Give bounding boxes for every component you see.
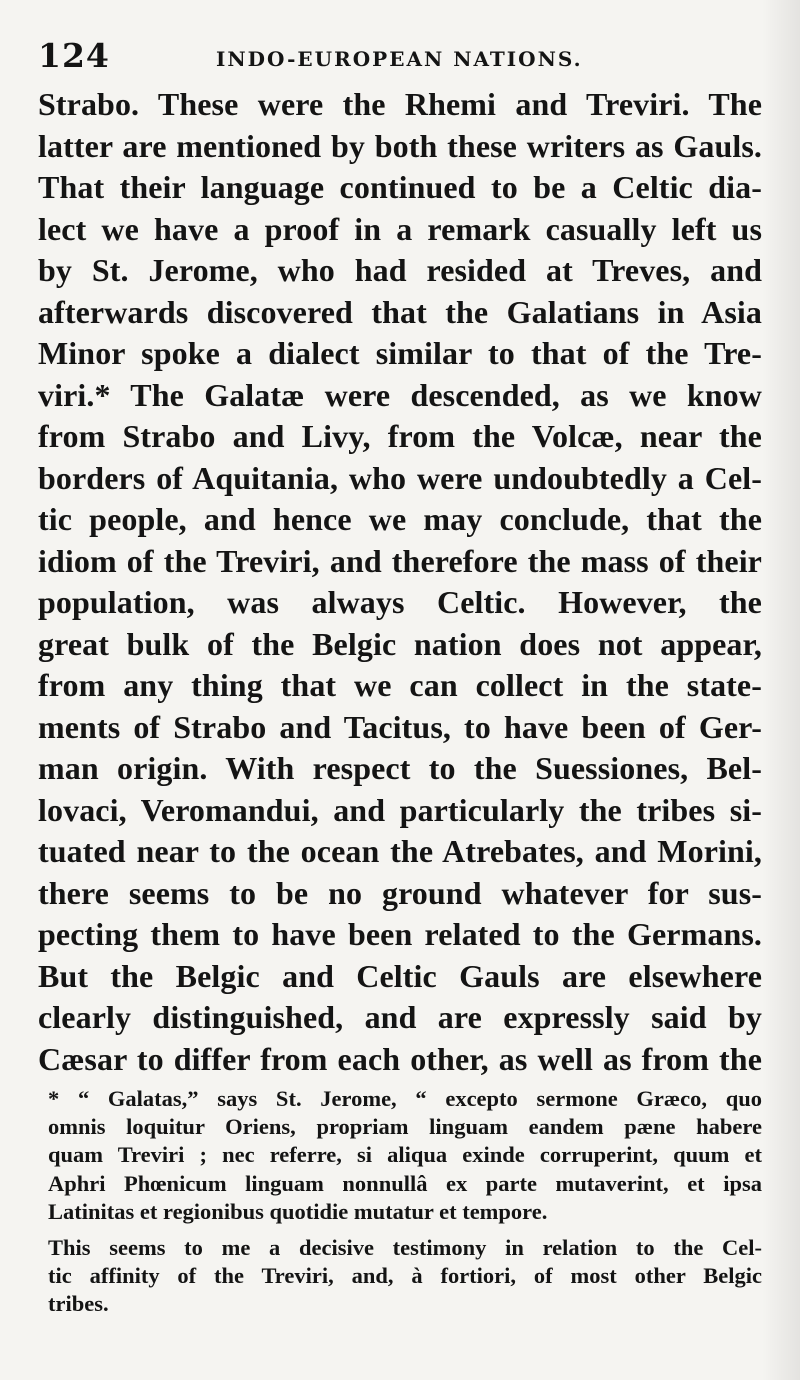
body-line: clearly distinguished, and are expressly said by (38, 999, 762, 1035)
footnote-gap (48, 1226, 762, 1234)
footnote-line: omnis loquitur Oriens, propriam linguam eandem pæne habere (48, 1114, 762, 1140)
body-line: pecting them to have been related to the Germans. (38, 916, 762, 952)
footnotes (48, 1085, 762, 1319)
footnote-line: * “ Galatas,” says St. Jerome, “ excepto sermone Græco, quo (48, 1086, 762, 1111)
body-line: latter are mentioned by both these writers as Gauls. (38, 127, 762, 164)
body-line: Cæsar to differ from each other, as well as from the (38, 1040, 762, 1077)
footnote-line: tic affinity of the Treviri, and, à fortiori, of most other Belgic (48, 1263, 762, 1289)
body-line: afterwards discovered that the Galatians in Asia (38, 293, 762, 330)
body-line: That their language continued to be a Celtic dia- (38, 169, 762, 205)
body-line: from any thing that we can collect in the state- (38, 667, 762, 703)
body-text (38, 84, 762, 1080)
body-line: ments of Strabo and Tacitus, to have been of Ger- (38, 708, 762, 745)
body-line: lect we have a proof in a remark casually left us (38, 210, 762, 247)
body-line: idiom of the Treviri, and therefore the mass of their (38, 542, 762, 579)
footnote-line: Latinitas et regionibus quotidie mutatur et tempore. (48, 1198, 548, 1224)
body-line: lovaci, Veromandui, and particularly the tribes si- (38, 791, 762, 828)
footnote-line: Aphri Phœnicum linguam nonnullâ ex parte mutaverint, et ipsa (48, 1170, 762, 1196)
body-line: from Strabo and Livy, from the Volcæ, near the (38, 418, 762, 454)
footnote-line: This seems to me a decisive testimony in relation to the Cel- (48, 1234, 762, 1260)
footnote-line: tribes. (48, 1291, 109, 1317)
body-line: tuated near to the ocean the Atrebates, and Morini, (38, 833, 762, 869)
body-line: Minor spoke a dialect similar to that of the Tre- (38, 335, 762, 371)
body-line: population, was always Celtic. However, the (38, 584, 762, 620)
body-line: borders of Aquitania, who were undoubtedly a Cel- (38, 459, 762, 496)
body-line: Strabo. These were the Rhemi and Treviri. The (38, 86, 762, 122)
running-head: INDO-EUROPEAN NATIONS. (216, 47, 583, 71)
body-line: there seems to be no ground whatever for sus- (38, 874, 762, 911)
body-line: by St. Jerome, who had resided at Treves, and (38, 252, 762, 288)
body-line: But the Belgic and Celtic Gauls are elsewhere (38, 957, 762, 994)
page-shadow-edge (762, 0, 800, 1380)
body-line: great bulk of the Belgic nation does not appear, (38, 625, 762, 662)
body-line: tic people, and hence we may conclude, that the (38, 501, 762, 537)
footnote-line: quam Treviri ; nec referre, si aliqua exinde corruperint, quum et (48, 1142, 762, 1168)
body-line: man origin. With respect to the Suessiones, Bel- (38, 750, 762, 786)
body-line: viri.* The Galatæ were descended, as we know (38, 376, 762, 413)
page-number: 124 (38, 36, 110, 75)
page-header (38, 30, 762, 80)
